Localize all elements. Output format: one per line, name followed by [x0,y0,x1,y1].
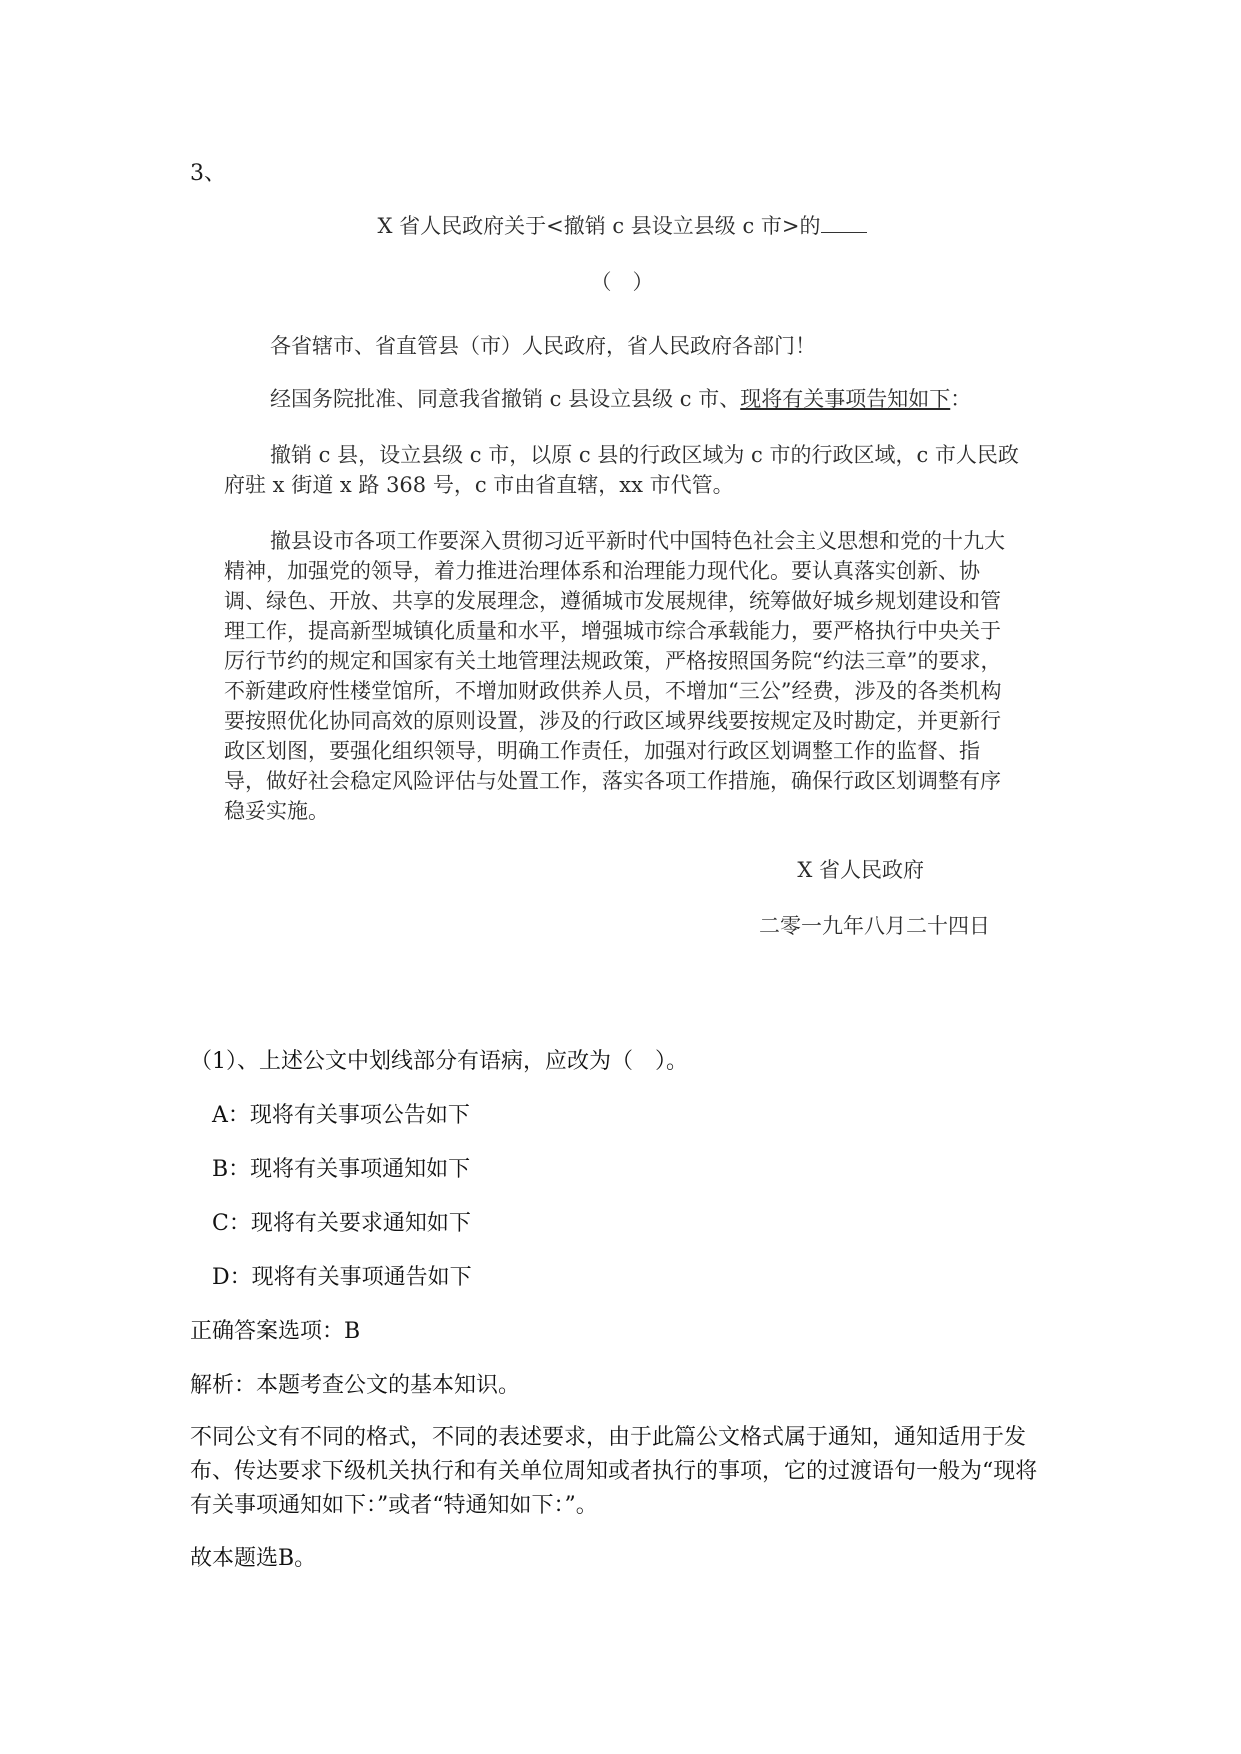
official-notice-image [224,198,1020,940]
notice-date: 二零一九年八月二十四日 [759,914,990,938]
notice-signature: X 省人民政府 [797,858,924,882]
para1-end: ： [950,387,972,411]
option-d: D：现将有关事项通告如下 [212,1265,472,1290]
option-c: C：现将有关要求通知如下 [212,1211,471,1236]
notice-paragraph-3: 撤县设市各项工作要深入贯彻习近平新时代中国特色社会主义思想和党的十九大精神，加强党的领导，着力推进治理体系和治理能力现代化。要认真落实创新、协调、绿色、开放、共享的发展理念，遵循城市发展规律，统筹做好城乡规划建设和管理工作，提高新型城镇化质量和水平，增强城市综合承载能力，要严格执行中央关于厉行节约的规定和国家有关土地管理法规政策，严格按照国务院“约法三章”的要求，不新建政府性楼堂馆所，不增加财政供养人员，不增加“三公”经费，涉及的各类机构要按照优化协同高效的原则设置，涉及的行政区域界线要按规定及时勘定，并更新行政区划图，要强化组织领导，明确工作责任，加强对行政区划调整工作的监督、指导，做好社会稳定风险评估与处置工作，落实各项工作措施，确保行政区划调整有序稳妥实施。 [224,529,1005,823]
option-b: B：现将有关事项通知如下 [212,1157,471,1182]
notice-paragraph-2: 撤销 c 县，设立县级 c 市，以原 c 县的行政区域为 c 市的行政区域，c 市人民政府驻 x 街道 x 路 368 号，c 市由省直辖，xx 市代管。 [224,443,1019,497]
option-a: A：现将有关事项公告如下 [212,1103,470,1128]
explanation: 不同公文有不同的格式，不同的表述要求，由于此篇公文格式属于通知，通知适用于发布、传达要求下级机关执行和有关单位周知或者执行的事项，它的过渡语句一般为“现将有关事项通知如下：”或者“特通知如下：”。 [190,1425,1038,1518]
notice-paren: （ ） [590,270,654,294]
notice-salutation: 各省辖市、省直管县（市）人民政府，省人民政府各部门！ [270,334,816,358]
underlined-phrase: 现将有关事项告知如下 [740,387,951,411]
title-blank [821,211,867,233]
question-block [190,1044,1040,1572]
correct-answer: 正确答案选项：B [190,1319,361,1344]
notice-title [224,210,1020,240]
para1-text: 经国务院批准、同意我省撤销 c 县设立县级 c 市、 [270,387,741,411]
question-number: 3、 [190,161,226,186]
notice-paragraph-1 [224,384,1020,414]
conclusion: 故本题选B。 [190,1546,317,1571]
analysis-heading: 解析：本题考查公文的基本知识。 [190,1373,521,1398]
notice-title-text: X 省人民政府关于<撤销 c 县设立县级 c 市>的 [377,214,821,238]
question-stem: （1）、上述公文中划线部分有语病，应改为（ ）。 [190,1049,688,1074]
